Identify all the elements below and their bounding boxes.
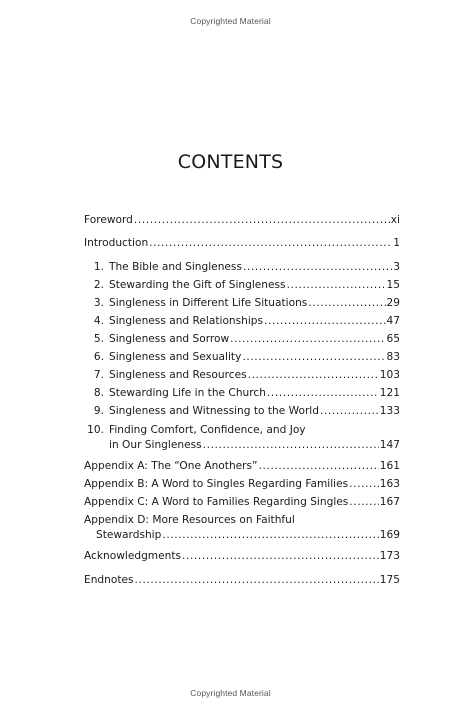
toc-label: Acknowledgments <box>84 550 182 562</box>
dot-leader <box>320 404 379 419</box>
chapter-number: 8. <box>93 387 104 399</box>
watermark-bottom: Copyrighted Material <box>190 688 271 698</box>
dot-leader <box>308 296 385 311</box>
dot-leader <box>135 573 379 588</box>
dot-leader <box>248 368 379 383</box>
dot-leader <box>267 386 379 401</box>
toc-label: Appendix B: A Word to Singles Regarding Families <box>84 478 349 490</box>
toc-entry-chapter-4[interactable] <box>84 314 400 330</box>
toc-page-number: 147 <box>379 439 400 451</box>
toc-label: Singleness and Witnessing to the World <box>109 405 319 417</box>
toc-label: Singleness and Sorrow <box>109 333 230 345</box>
toc-entry-chapter-6[interactable] <box>84 350 400 366</box>
toc-page-number: 83 <box>386 351 400 363</box>
dot-leader <box>243 260 392 275</box>
toc-entry-chapter-5[interactable] <box>84 332 400 348</box>
toc-entry-acknowledgments[interactable] <box>84 549 400 565</box>
toc-entry-chapter-2[interactable] <box>84 278 400 294</box>
toc-entry-appendix-a[interactable] <box>84 459 400 475</box>
toc-label: Singleness and Relationships <box>109 315 264 327</box>
dot-leader <box>149 236 392 251</box>
toc-page-number: 161 <box>379 460 400 472</box>
toc-page-number: 133 <box>379 405 400 417</box>
toc-page-number: 175 <box>379 574 400 586</box>
toc-page-number: 173 <box>379 550 400 562</box>
dot-leader <box>242 350 385 365</box>
toc-page-number: 29 <box>386 297 400 309</box>
dot-leader <box>230 332 385 347</box>
toc-label: Appendix C: A Word to Families Regarding Singles <box>84 496 349 508</box>
dot-leader <box>264 314 385 329</box>
toc-entry-chapter-3[interactable] <box>84 296 400 312</box>
toc-entry-chapter-7[interactable] <box>84 368 400 384</box>
toc-label-line2: in Our Singleness <box>109 439 202 451</box>
toc-page-number: 163 <box>379 478 400 490</box>
dot-leader <box>182 549 379 564</box>
toc-page-number: 121 <box>379 387 400 399</box>
toc-label: Endnotes <box>84 574 134 586</box>
toc-entry-appendix-c[interactable] <box>84 495 400 511</box>
toc-label-line1: Finding Comfort, Confidence, and Joy <box>109 424 306 436</box>
dot-leader <box>287 278 386 293</box>
toc-label: The Bible and Singleness <box>109 261 242 273</box>
toc-page-number: 167 <box>379 496 400 508</box>
toc-entry-chapter-10[interactable] <box>84 423 400 455</box>
toc-entry-endnotes[interactable] <box>84 573 400 589</box>
toc-page-number: xi <box>390 214 400 226</box>
toc-page-number: 65 <box>386 333 400 345</box>
chapter-number: 4. <box>93 315 104 327</box>
toc-page-number: 169 <box>379 529 400 541</box>
page-title: CONTENTS <box>177 151 284 173</box>
toc-label: Introduction <box>84 237 149 249</box>
chapter-number: 3. <box>93 297 104 309</box>
chapter-number: 2. <box>93 279 104 291</box>
chapter-number: 6. <box>93 351 104 363</box>
dot-leader <box>203 438 379 453</box>
toc-label: Singleness in Different Life Situations <box>109 297 308 309</box>
toc-label: Appendix A: The “One Anothers” <box>84 460 258 472</box>
dot-leader <box>259 459 379 474</box>
toc-entry-chapter-1[interactable] <box>84 260 400 276</box>
dot-leader <box>162 528 378 543</box>
toc-page-number: 15 <box>386 279 400 291</box>
toc-label: Stewarding the Gift of Singleness <box>109 279 286 291</box>
chapter-number: 9. <box>93 405 104 417</box>
toc-entry-chapter-8[interactable] <box>84 386 400 402</box>
chapter-number: 5. <box>93 333 104 345</box>
watermark-top: Copyrighted Material <box>190 16 271 26</box>
dot-leader <box>349 477 379 492</box>
toc-entry-introduction[interactable] <box>84 236 400 252</box>
toc-entry-appendix-b[interactable] <box>84 477 400 493</box>
toc-page-number: 47 <box>386 315 400 327</box>
toc-label: Singleness and Resources <box>109 369 247 381</box>
toc-label: Stewarding Life in the Church <box>109 387 266 399</box>
toc-entry-chapter-9[interactable] <box>84 404 400 420</box>
toc-entry-appendix-d[interactable] <box>84 513 400 545</box>
chapter-number: 10. <box>87 424 104 436</box>
toc-label: Singleness and Sexuality <box>109 351 242 363</box>
toc-label-line1: Appendix D: More Resources on Faithful <box>84 514 295 526</box>
chapter-number: 1. <box>93 261 104 273</box>
toc-label-line2: Stewardship <box>96 529 162 541</box>
toc-page-number: 3 <box>393 261 400 273</box>
toc-page-number: 1 <box>393 237 400 249</box>
chapter-number: 7. <box>93 369 104 381</box>
dot-leader <box>134 213 390 228</box>
toc-page-number: 103 <box>379 369 400 381</box>
dot-leader <box>349 495 378 510</box>
toc-label: Foreword <box>84 214 133 226</box>
toc-entry-foreword[interactable] <box>84 213 400 229</box>
